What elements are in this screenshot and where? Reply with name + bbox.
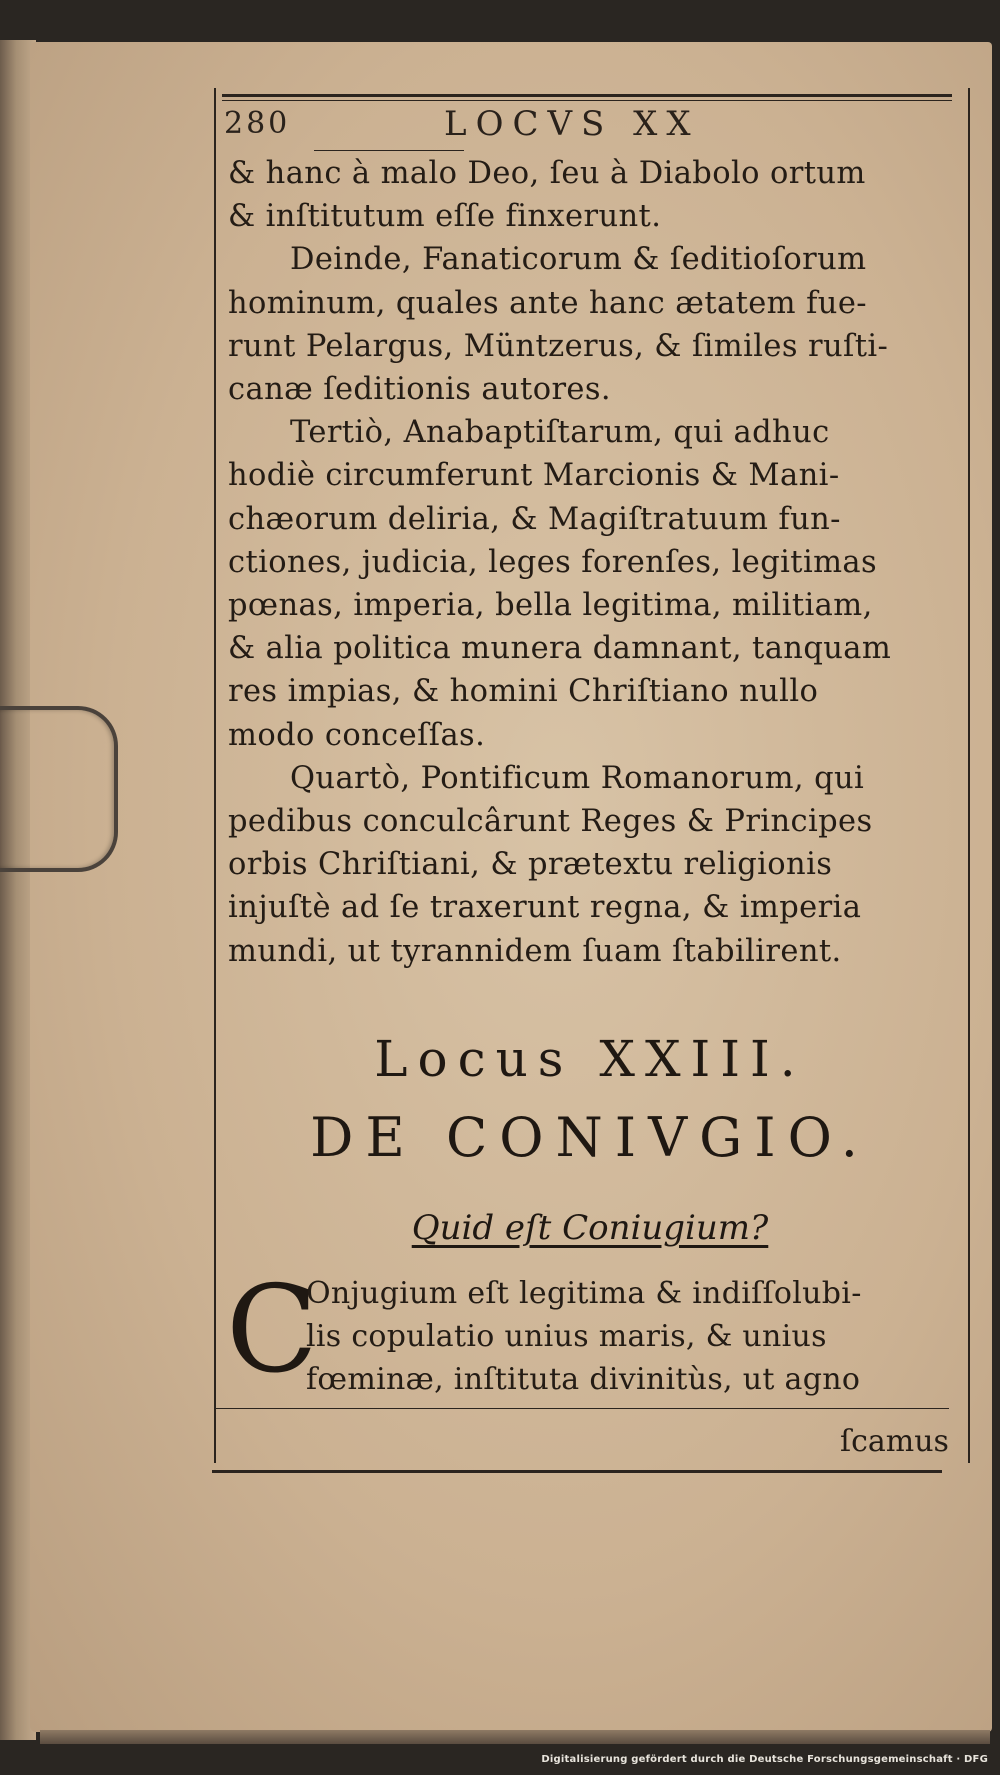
- page-number: 280: [224, 106, 291, 141]
- text-line: Quartò, Pontificum Romanorum, qui: [290, 760, 865, 796]
- digitization-credit: Digitalisierung gefördert durch die Deutsche Forschungsgemeinschaft · DFG: [541, 1754, 988, 1765]
- text-line: injuſtè ad ſe traxerunt regna, & imperia: [228, 890, 862, 926]
- text-line: hominum, quales ante hanc ætatem fue-: [228, 285, 867, 321]
- text-line: mundi, ut tyrannidem ſuam ſtabilirent.: [228, 933, 842, 969]
- catchword: ſcamus: [840, 1424, 949, 1459]
- text-line: hodiè circumferunt Marcionis & Mani-: [228, 458, 840, 494]
- top-rule: [222, 94, 952, 97]
- text-line: Tertiò, Anabaptiſtarum, qui adhuc: [290, 415, 830, 451]
- text-line: & inſtitutum eſſe finxerunt.: [228, 199, 662, 235]
- bottom-rule-thin: [214, 1408, 949, 1409]
- text-line: pœnas, imperia, bella legitima, militiam,: [228, 588, 873, 624]
- text-line: Deinde, Fanaticorum & ſeditioſorum: [290, 242, 867, 278]
- text-line: Onjugium eſt legitima & indiſſolubi-: [306, 1276, 862, 1311]
- text-line: runt Pelargus, Müntzerus, & ſimiles ruſti-: [228, 328, 889, 364]
- bottom-rule: [212, 1470, 942, 1473]
- page-header: [224, 106, 964, 150]
- drop-cap: C: [226, 1261, 318, 1400]
- page-clip: [0, 706, 118, 872]
- running-title: LOCVS XX: [444, 104, 700, 144]
- answer-paragraph: [306, 1272, 956, 1401]
- text-line: & hanc à malo Deo, ſeu à Diabolo ortum: [228, 156, 866, 191]
- text-line: chæorum deliria, & Magiſtratuum fun-: [228, 501, 841, 537]
- question-text: Quid eſt Coniugium?: [411, 1208, 769, 1248]
- body-text: [228, 152, 958, 973]
- text-line: pedibus conculcârunt Reges & Principes: [228, 804, 873, 840]
- text-line: lis copulatio unius maris, & unius: [306, 1319, 827, 1354]
- header-underline: [314, 150, 464, 151]
- text-line: & alia politica munera damnant, tanquam: [228, 631, 892, 667]
- section-subtitle: DE CONIVGIO.: [310, 1106, 870, 1169]
- text-line: res impias, & homini Chriſtiano nullo: [228, 674, 819, 710]
- section-title: Locus XXIII.: [374, 1030, 806, 1088]
- top-rule-thin: [222, 100, 952, 101]
- text-line: orbis Chriſtiani, & prætextu religionis: [228, 847, 833, 883]
- text-line: modo conceſſas.: [228, 717, 486, 753]
- page-bottom-edge: [40, 1730, 990, 1744]
- section-question: [214, 1208, 966, 1248]
- text-line: fœminæ, inſtituta divinitùs, ut agno: [306, 1362, 861, 1397]
- text-line: ctiones, judicia, leges forenſes, legitimas: [228, 544, 878, 580]
- text-line: canæ ſeditionis autores.: [228, 372, 612, 408]
